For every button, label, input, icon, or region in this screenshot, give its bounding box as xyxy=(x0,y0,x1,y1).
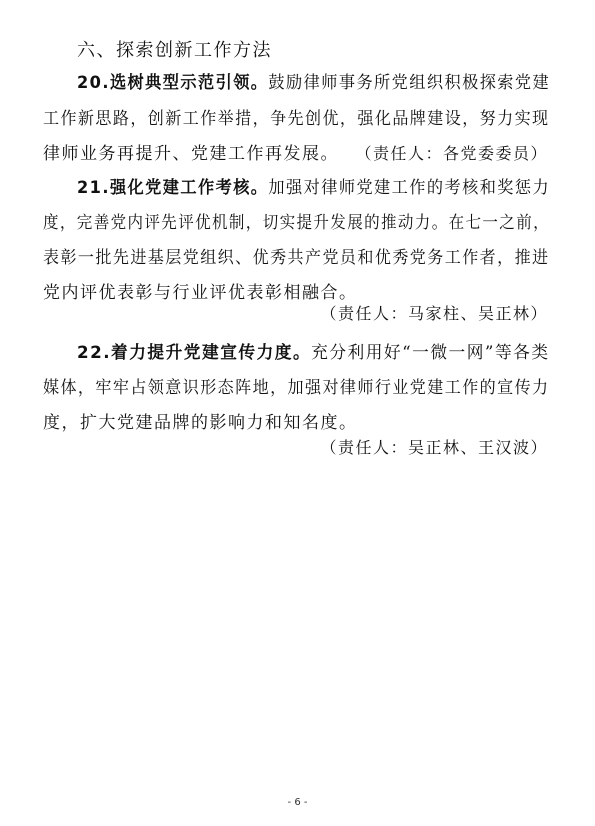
item-20-text-1: 鼓励律师事务所党组织积极探索党建 xyxy=(268,73,551,93)
item-22-line-1 xyxy=(77,343,550,363)
item-21-responsible: （责任人：马家柱、吴正林） xyxy=(320,304,548,323)
item-21-line-1 xyxy=(77,178,550,198)
item-21-line-3: 表彰一批先进基层党组织、优秀共产党员和优秀党务工作者，推进 xyxy=(43,248,550,268)
item-20-line-1 xyxy=(77,73,550,93)
item-20-title: 20.选树典型示范引领。 xyxy=(77,73,269,93)
item-20-line-2: 工作新思路，创新工作举措，争先创优，强化品牌建设，努力实现 xyxy=(43,109,550,129)
item-22-line-3: 度，扩大党建品牌的影响力和知名度。 xyxy=(43,413,358,433)
item-21-text-1: 加强对律师党建工作的考核和奖惩力 xyxy=(268,178,551,198)
item-22-text-1: 充分利用好“一微一网”等各类 xyxy=(311,343,550,363)
item-21-line-4: 党内评优表彰与行业评优表彰相融合。 xyxy=(43,283,358,303)
item-22-responsible: （责任人：吴正林、王汉波） xyxy=(320,438,548,457)
item-20-line-3: 律师业务再提升、党建工作再发展。 xyxy=(43,144,339,164)
page-number: - 6 - xyxy=(287,797,308,808)
item-22-line-2: 媒体，牢牢占领意识形态阵地，加强对律师行业党建工作的宣传力 xyxy=(43,378,550,398)
item-21-title: 21.强化党建工作考核。 xyxy=(77,178,269,198)
item-21-line-2: 度，完善党内评先评优机制，切实提升发展的推动力。在七一之前， xyxy=(43,213,550,233)
section-heading: 六、探索创新工作方法 xyxy=(77,40,272,61)
item-22-title: 22.着力提升党建宣传力度。 xyxy=(77,343,312,363)
item-20-responsible: （责任人：各党委委员） xyxy=(355,144,548,163)
